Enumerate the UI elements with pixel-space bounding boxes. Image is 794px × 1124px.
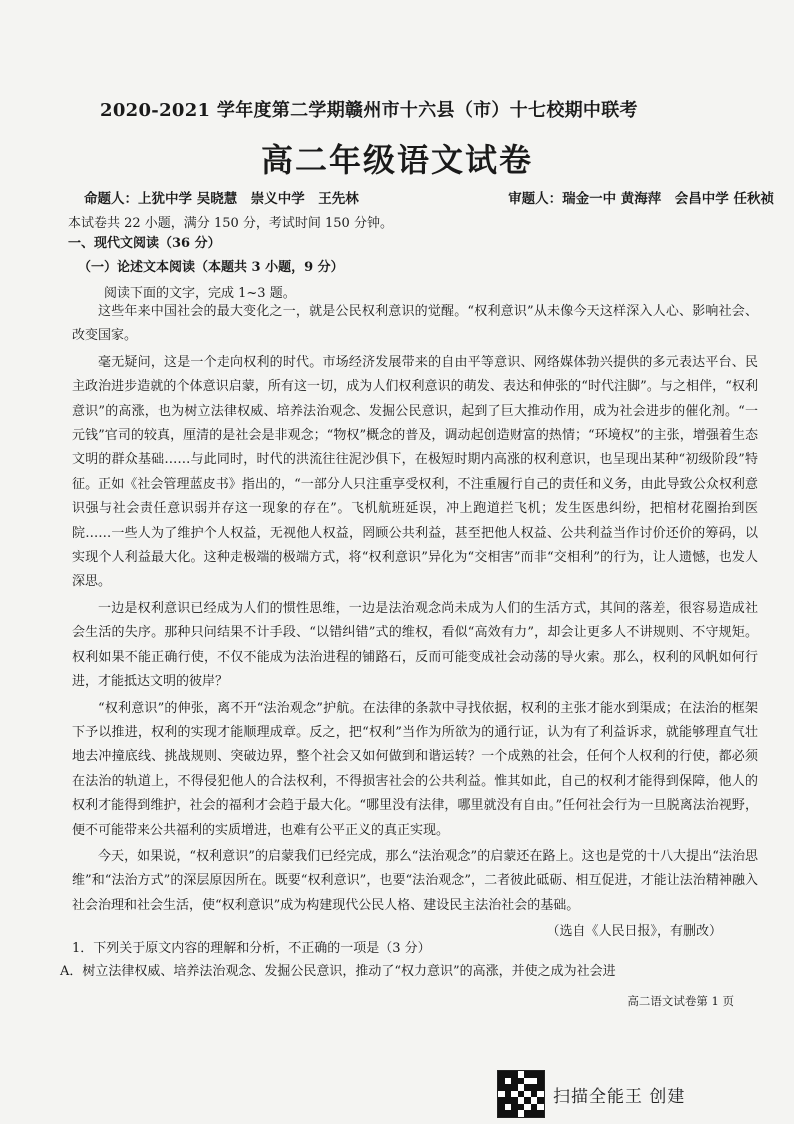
question-1-option-a: A．树立法律权威、培养法治观念、发掘公民意识，推动了“权力意识”的高涨，并使之成为社会进 [60, 964, 616, 979]
paragraph: 今天，如果说，“权利意识”的启蒙我们已经完成，那么“法治观念”的启蒙还在路上。这也是党的十八大提出“法治思维”和“法治方式”的深层原因所在。既要“权利意识”，也要“法治观念”，二者彼此砥砺、相互促进，才能让法治精神融入社会治理和社会生活，使“权利意识”成为构建现代公民人格、建设民主法治社会的基础。 [72, 848, 758, 913]
paragraph: 这些年来中国社会的最大变化之一，就是公民权利意识的觉醒。“权利意识”从未像今天这样深入人心、影响社会、改变国家。 [72, 304, 758, 344]
subsection-heading: （一）论述文本阅读（本题共 3 小题，9 分） [78, 260, 344, 275]
exam-title: 2020-2021 学年度第二学期赣州市十六县（市）十七校期中联考 [100, 100, 638, 121]
source-citation: （选自《人民日报》，有删改） [546, 924, 722, 939]
reading-passage [72, 300, 758, 920]
watermark-text: 扫描全能王 创建 [553, 1086, 686, 1107]
paragraph: “权利意识”的伸张，离不开“法治观念”护航。在法律的条款中寻找依据，权利的主张才能水到渠成；在法治的框架下予以推进，权利的实现才能顺理成章。反之，把“权利”当作为所欲为的通行证，认为有了利益诉求，就能够理直气壮地去冲撞底线、挑战规则、突破边界，整个社会又如何做到和谐运转？一个成熟的社会，任何个人权利的行使，都必须在法治的轨道上，不得侵犯他人的合法权利，不得损害社会的公共利益。惟其如此，自己的权利才能得到保障，他人的权利才能得到维护，社会的福利才会趋于最大化。“哪里没有法律，哪里就没有自由。”任何社会行为一旦脱离法治视野，便不可能带来公共福利的实质增进，也难有公平正义的真正实现。 [72, 700, 758, 838]
exam-info: 本试卷共 22 小题，满分 150 分，考试时间 150 分钟。 [68, 216, 393, 231]
question-1: 1．下列关于原文内容的理解和分析，不正确的一项是（3 分） [72, 941, 431, 956]
subject-title: 高二年级语文试卷 [260, 141, 533, 179]
authors-right: 审题人：瑞金一中 黄海萍 会昌中学 任秋祯 [508, 191, 774, 207]
paragraph: 毫无疑问，这是一个走向权利的时代。市场经济发展带来的自由平等意识、网络媒体勃兴提供的多元表达平台、民主政治进步造就的个体意识启蒙，所有这一切，成为人们权利意识的萌发、表达和伸张的“时代注脚”。与之相伴，“权利意识”的高涨，也为树立法律权威、培养法治观念、发掘公民意识，起到了巨大推动作用，成为社会进步的催化剂。“一元钱”官司的较真，厘清的是社会是非观念；“物权”概念的普及，调动起创造财富的热情；“环境权”的主张，增强着生态文明的群众基础……与此同时，时代的洪流往往泥沙俱下，在极短时期内高涨的权利意识，也呈现出某种“初级阶段”特征。正如《社会管理蓝皮书》指出的，“一部分人只注重享受权利，不注重履行自己的责任和义务，由此导致公众权利意识强与社会责任意识弱并存这一现象的存在”。飞机航班延误，冲上跑道拦飞机；发生医患纠纷，把棺材花圈抬到医院……一些人为了维护个人权益，无视他人权益，罔顾公共利益，甚至把他人权益、公共利益当作讨价还价的筹码，以实现个人利益最大化。这种走极端的极端方式，将“权利意识”异化为“交相害”而非“交相利”的行为，让人遗憾，也发人深思。 [72, 354, 758, 590]
paragraph: 一边是权利意识已经成为人们的惯性思维，一边是法治观念尚未成为人们的生活方式，其间的落差，很容易造成社会生活的失序。那种只问结果不计手段、“以错纠错”式的维权，看似“高效有力”，却会让更多人不讲规则、不守规矩。权利如果不能正确行使，不仅不能成为法治进程的铺路石，反而可能变成社会动荡的导火索。那么，权利的风帆如何行进，才能抵达文明的彼岸？ [72, 600, 758, 690]
page-footer: 高二语文试卷第 1 页 [627, 994, 734, 1008]
section-heading: 一、现代文阅读（36 分） [68, 236, 221, 251]
scanner-watermark [497, 1070, 685, 1118]
authors-left: 命题人：上犹中学 吴晓慧 崇义中学 王先林 [84, 191, 359, 207]
authors-line [84, 187, 774, 207]
qr-code-icon [497, 1070, 545, 1118]
instruction-text: 阅读下面的文字，完成 1~3 题。 [104, 286, 296, 301]
